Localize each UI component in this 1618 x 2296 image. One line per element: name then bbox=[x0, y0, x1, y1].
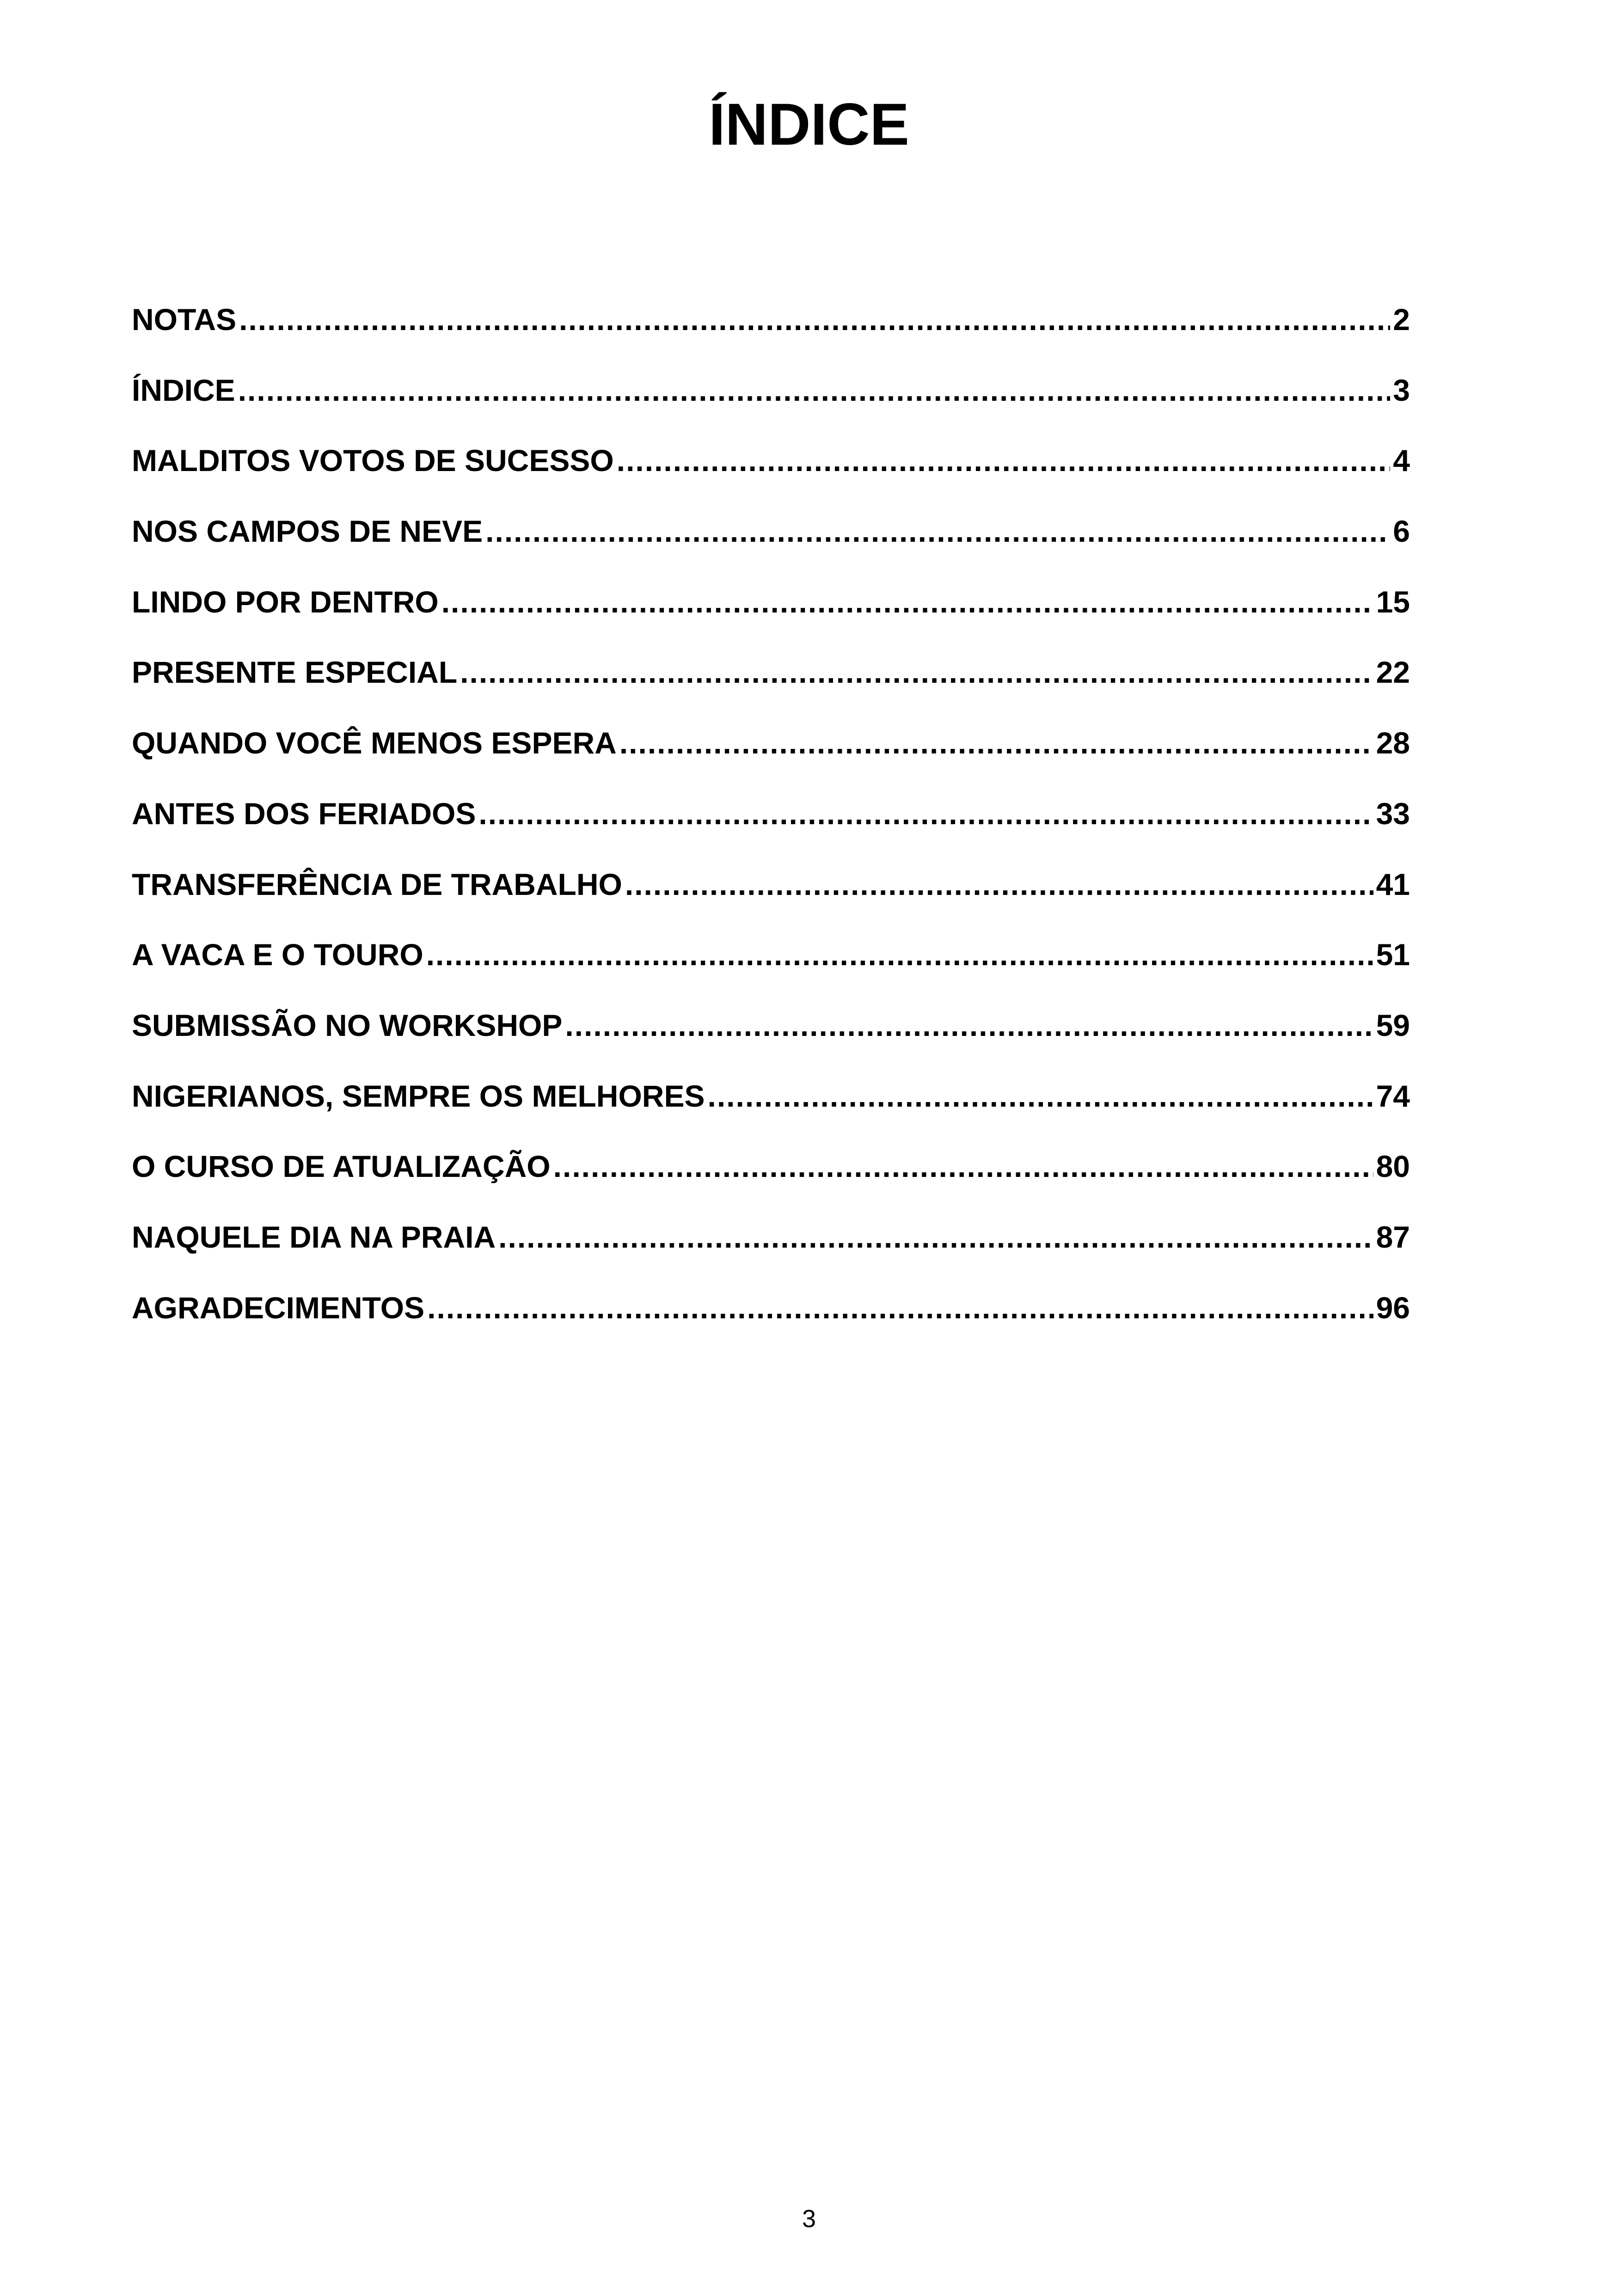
toc-entry-lindo-por-dentro[interactable] bbox=[132, 567, 1410, 637]
toc-entry-page: 80 bbox=[1376, 1149, 1410, 1184]
toc-entry-title: NOTAS bbox=[132, 302, 237, 337]
toc-entry-title: QUANDO VOCÊ MENOS ESPERA bbox=[132, 726, 617, 760]
toc-entry-title: AGRADECIMENTOS bbox=[132, 1290, 425, 1325]
toc-entry-page: 4 bbox=[1393, 443, 1410, 478]
toc-entry-page: 6 bbox=[1393, 514, 1410, 549]
toc-dot-leader bbox=[426, 919, 1373, 990]
toc-entry-title: NAQUELE DIA NA PRAIA bbox=[132, 1219, 496, 1254]
page-number: 3 bbox=[802, 2205, 816, 2233]
toc-dot-leader bbox=[625, 849, 1373, 919]
toc-entry-page: 74 bbox=[1376, 1078, 1410, 1113]
toc-entry-title: NOS CAMPOS DE NEVE bbox=[132, 514, 483, 549]
toc-dot-leader bbox=[617, 425, 1391, 496]
toc-entry-title: NIGERIANOS, SEMPRE OS MELHORES bbox=[132, 1078, 705, 1113]
toc-entry-antes-dos-feriados[interactable] bbox=[132, 778, 1410, 849]
toc-entry-presente-especial[interactable] bbox=[132, 637, 1410, 708]
toc-entry-transferencia-de-trabalho[interactable] bbox=[132, 849, 1410, 920]
toc-entry-naquele-dia-na-praia[interactable] bbox=[132, 1202, 1410, 1273]
toc-dot-leader bbox=[427, 1273, 1373, 1343]
toc-entry-page: 2 bbox=[1393, 302, 1410, 337]
toc-entry-nigerianos-sempre-os-melhores[interactable] bbox=[132, 1061, 1410, 1132]
toc-entry-page: 59 bbox=[1376, 1008, 1410, 1042]
toc-dot-leader bbox=[441, 567, 1373, 637]
toc-entry-title: PRESENTE ESPECIAL bbox=[132, 655, 458, 690]
toc-entry-page: 51 bbox=[1376, 937, 1410, 972]
toc-entry-page: 96 bbox=[1376, 1290, 1410, 1325]
toc-dot-leader bbox=[565, 990, 1373, 1060]
toc-entry-page: 3 bbox=[1393, 373, 1410, 407]
toc-dot-leader bbox=[460, 637, 1373, 707]
toc-entry-malditos-votos-de-sucesso[interactable] bbox=[132, 425, 1410, 496]
page-title: ÍNDICE bbox=[709, 92, 909, 158]
toc-entry-page: 87 bbox=[1376, 1219, 1410, 1254]
toc-dot-leader bbox=[238, 355, 1391, 425]
toc-entry-page: 15 bbox=[1376, 584, 1410, 619]
toc-dot-leader bbox=[478, 778, 1373, 849]
toc-entry-title: LINDO POR DENTRO bbox=[132, 584, 439, 619]
toc-entry-nos-campos-de-neve[interactable] bbox=[132, 496, 1410, 567]
toc-entry-title: MALDITOS VOTOS DE SUCESSO bbox=[132, 443, 614, 478]
toc-entry-submissao-no-workshop[interactable] bbox=[132, 990, 1410, 1061]
toc-entry-notas[interactable] bbox=[132, 284, 1410, 355]
toc-dot-leader bbox=[708, 1061, 1373, 1131]
toc-dot-leader bbox=[485, 496, 1390, 566]
toc-entry-page: 33 bbox=[1376, 796, 1410, 831]
toc-entry-title: O CURSO DE ATUALIZAÇÃO bbox=[132, 1149, 551, 1184]
toc-entry-title: ANTES DOS FERIADOS bbox=[132, 796, 476, 831]
toc-entry-o-curso-de-atualizacao[interactable] bbox=[132, 1131, 1410, 1202]
toc-entry-page: 28 bbox=[1376, 726, 1410, 760]
toc-dot-leader bbox=[619, 708, 1373, 778]
toc-entry-title: SUBMISSÃO NO WORKSHOP bbox=[132, 1008, 563, 1042]
toc-entry-agradecimentos[interactable] bbox=[132, 1273, 1410, 1343]
toc-entry-title: A VACA E O TOURO bbox=[132, 937, 423, 972]
toc-dot-leader bbox=[239, 284, 1390, 355]
toc-entry-title: ÍNDICE bbox=[132, 373, 235, 407]
toc-entry-page: 22 bbox=[1376, 655, 1410, 690]
table-of-contents bbox=[132, 284, 1410, 1343]
toc-entry-indice[interactable] bbox=[132, 355, 1410, 426]
toc-dot-leader bbox=[498, 1202, 1373, 1272]
toc-entry-a-vaca-e-o-touro[interactable] bbox=[132, 919, 1410, 990]
toc-entry-title: TRANSFERÊNCIA DE TRABALHO bbox=[132, 867, 622, 901]
toc-dot-leader bbox=[553, 1131, 1373, 1201]
toc-entry-page: 41 bbox=[1376, 867, 1410, 901]
toc-entry-quando-voce-menos-espera[interactable] bbox=[132, 708, 1410, 778]
